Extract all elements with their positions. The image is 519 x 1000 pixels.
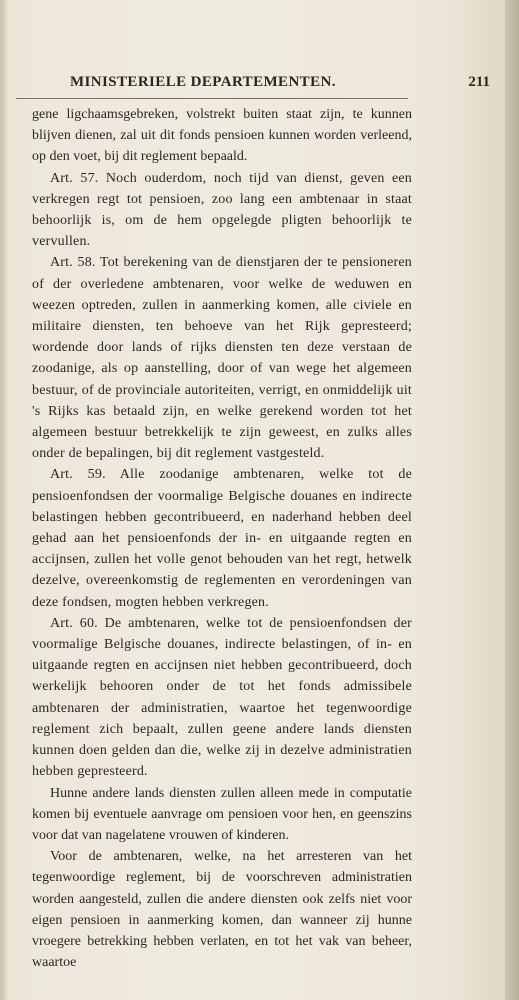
- article-58: Art. 58. Tot berekening van de dienstjaren der te pensioneren of der overledene ambtenaren, voor welke de weduwen en weezen optreden, zullen in aanmerking komen, alle civiele en militaire diensten, ten behoeve van het Rijk gepresteerd; wordende door lands of rijks diensten ten deze verstaan de zoodanige, als op aanstelling, door of van wege het algemeen bestuur, of de provinciale autoriteiten, verrigt, en onmiddelijk uit 's Rijks kas betaald zijn, en welke gerekend worden tot het algemeen bestuur betrekkelijk te zijn geweest, en zulks alles onder de bepalingen, bij dit reglement vastgesteld.: [32, 255, 412, 462]
- paragraph-new-appointees: Voor de ambtenaren, welke, na het arresteren van het tegenwoordige reglement, bij de voorschreven administratien worden aangesteld, zullen die andere diensten ook zelfs niet voor eigen pensioen in aanmerking komen, dan wanneer zij hunne vroegere betrekking hebben verlaten, en tot het vak van beheer, waartoe: [32, 849, 412, 971]
- header-rule: [16, 98, 408, 99]
- page-gutter-shadow: [0, 0, 8, 1000]
- article-60: Art. 60. De ambtenaren, welke tot de pensioenfondsen der voormalige Belgische douanes, indirecte belastingen, of in- en uitgaande regten en accijnsen niet hebben gecontribueerd, doch werkelijk behooren onder de tot het fonds admissibele ambtenaren der administratien, waartoe het tegenwoordige reglement zich bepaalt, zullen geene andere lands diensten kunnen doen gelden dan die, welke zij in dezelve administratien hebben gepresteerd.: [32, 615, 412, 780]
- page-edge: [505, 0, 519, 1000]
- article-57: Art. 57. Noch ouderdom, noch tijd van dienst, geven een verkregen regt tot pensioen, zoo lang een ambtenaar in staat behoorlijk is, om de hem opgelegde pligten behoorlijk te vervullen.: [32, 170, 412, 250]
- paragraph-continuation: gene ligchaamsgebreken, volstrekt buiten staat zijn, te kunnen blijven dienen, zal uit dit fonds pensioen kunnen worden verleend, op den voet, bij dit reglement bepaald.: [32, 107, 412, 165]
- article-59: Art. 59. Alle zoodanige ambtenaren, welke tot de pensioenfondsen der voormalige Belgische douanes en indirecte belastingen hebben gecontribueerd, en naderhand hebben deel gehad aan het pensioenfonds der in- en uitgaande regten en accijnsen, zullen het volle genot behouden van het regt, hetwelk dezelve, overeenkomstig de reglementen en verordeningen van deze fondsen, mogten hebben verkregen.: [32, 467, 412, 610]
- running-head: MINISTERIELE DEPARTEMENTEN.: [70, 74, 336, 90]
- page-header: [70, 74, 490, 96]
- body-text: [32, 104, 412, 973]
- paragraph-other-services: Hunne andere lands diensten zullen alleen mede in computatie komen bij eventuele aanvrage om pensioen voor hen, en geenszins voor dat van nagelatene vrouwen of kinderen.: [32, 785, 412, 843]
- page-number: 211: [468, 74, 490, 90]
